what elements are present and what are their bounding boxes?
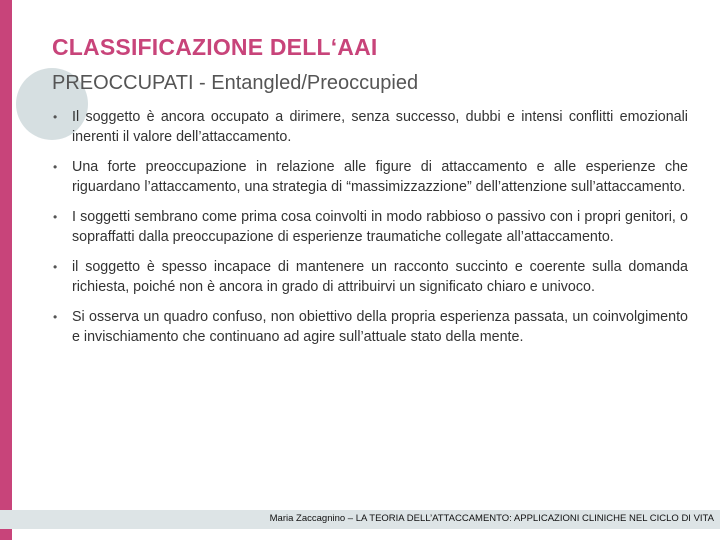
bullet-text: Si osserva un quadro confuso, non obiettivo della propria esperienza passata, un coinvolgimento e invischiamento che continuano ad agire sull’attuale stato della mente. bbox=[72, 309, 688, 345]
bullet-icon: • bbox=[53, 260, 58, 274]
bullet-text: I soggetti sembrano come prima cosa coinvolti in modo rabbioso o passivo con i propri genitori, o sopraffatti dalla preoccupazione di esperienze traumatiche collegate all’attaccamento. bbox=[72, 209, 688, 245]
bullet-list bbox=[52, 108, 688, 358]
bullet-icon: • bbox=[53, 210, 58, 224]
bullet-item bbox=[52, 108, 688, 147]
footer-credit: Maria Zaccagnino – LA TEORIA DELL’ATTACCAMENTO: APPLICAZIONI CLINICHE NEL CICLO DI VITA bbox=[269, 513, 714, 524]
bullet-item bbox=[52, 158, 688, 197]
bullet-item bbox=[52, 258, 688, 297]
bullet-icon: • bbox=[53, 110, 58, 124]
slide-subtitle: PREOCCUPATI - Entangled/Preoccupied bbox=[52, 72, 419, 94]
bullet-text: il soggetto è spesso incapace di mantenere un racconto succinto e coerente sulla domanda richiesta, poiché non è ancora in grado di attribuirvi un significato chiaro e univoco. bbox=[72, 259, 688, 295]
bullet-item bbox=[52, 308, 688, 347]
bullet-text: Una forte preoccupazione in relazione alle figure di attaccamento e alle esperienze che riguardano l’attaccamento, una strategia di “massimizzazzione” dell’attenzione sull’attaccamento. bbox=[72, 159, 688, 195]
left-accent-bar bbox=[0, 0, 12, 540]
bullet-text: Il soggetto è ancora occupato a dirimere, senza successo, dubbi e intensi conflitti emozionali inerenti il valore dell’attaccamento. bbox=[72, 109, 688, 145]
bullet-icon: • bbox=[53, 160, 58, 174]
bullet-item bbox=[52, 208, 688, 247]
bullet-icon: • bbox=[53, 310, 58, 324]
slide-title: CLASSIFICAZIONE DELL‘AAI bbox=[52, 34, 378, 60]
